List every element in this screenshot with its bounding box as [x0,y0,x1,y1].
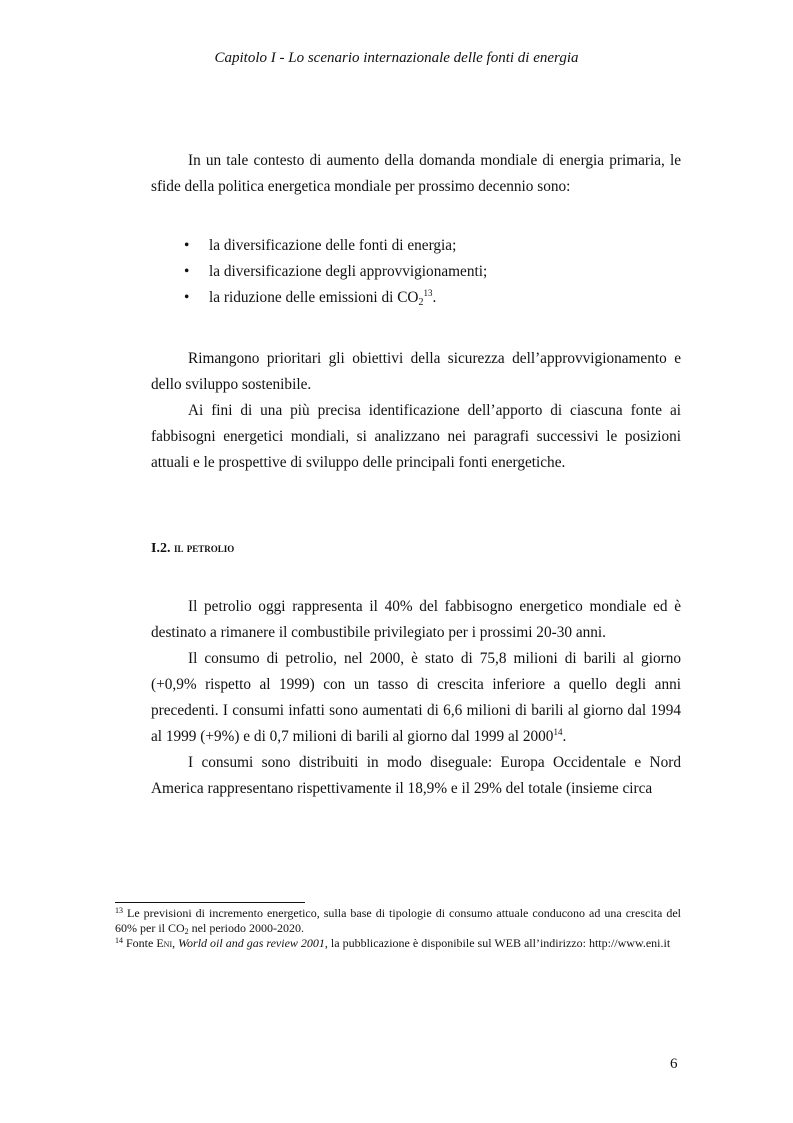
list-item [151,259,681,285]
paragraph: Il petrolio oggi rappresenta il 40% del fabbisogno energetico mondiale ed è destinato a rimanere il combustibile privilegiato per i prossimi 20-30 anni. [151,598,681,641]
list-item-text: la diversificazione degli approvvigionamenti; [209,263,488,280]
intro-paragraph: In un tale contesto di aumento della domanda mondiale di energia primaria, le sfide della politica energetica mondiale per prossimo decennio sono: [151,152,681,195]
bullet-icon: • [184,237,190,254]
intro-block [151,148,681,200]
list-item: • la riduzione delle emissioni di $CO_2^{13}$. [151,285,681,311]
section-heading [151,540,234,557]
section-title: il petrolio [173,540,235,555]
list-item [151,233,681,259]
section-number: I.2. [151,541,171,556]
footnotes [115,906,681,951]
bullet-icon: • [184,263,190,280]
challenge-list [151,233,681,311]
subscript: 2 [418,297,424,308]
footnote-ref-13[interactable]: 13 [423,288,433,298]
list-item-text: la diversificazione delle fonti di energia; [209,237,457,254]
page-number: 6 [670,1056,678,1072]
paragraph: I consumi sono distribuiti in modo diseguale: Europa Occidentale e Nord America rappresentano rispettivamente il 18,9% e il 29% del totale (insieme circa [151,754,681,797]
priorities-block [151,346,681,476]
petrolio-block [151,594,681,802]
list-item-text: la riduzione delle emissioni di CO [209,289,419,306]
footnote-ref-14[interactable]: 14 [553,727,563,737]
paragraph: Il consumo di petrolio, nel 2000, è stato di 75,8 milioni di barili al giorno (+0,9% rispetto al 1999) con un tasso di crescita inferiore a quello degli anni precedenti. I consumi infatti sono aumentati di 6,6 milioni di barili al giorno dal 1994 al 1999 (+9%) e di 0,7 milioni di barili al giorno dal 1999 al 2000$^{14}$. [151,650,681,745]
footnote-13: $^{13}$ Le previsioni di incremento energetico, sulla base di tipologie di consumo attuale conducono ad una crescita del 60% per il $CO_2$ nel periodo 2000-2020. [115,906,681,936]
footnote-divider [115,902,305,903]
paragraph: Ai fini di una più precisa identificazione dell’apporto di ciascuna fonte ai fabbisogni energetici mondiali, si analizzano nei paragrafi successivi le posizioni attuali e le prospettive di sviluppo delle principali fonti energetiche. [151,402,681,471]
footnote-14: $^{14}$ Fonte Eni, World oil and gas review 2001, la pubblicazione è disponibile sul WEB all’indirizzo: http://www.eni.it [115,936,671,950]
bullet-icon: • [184,289,190,306]
paragraph: Rimangono prioritari gli obiettivi della sicurezza dell’approvvigionamento e dello sviluppo sostenibile. [151,350,681,393]
page-header: Capitolo I - Lo scenario internazionale delle fonti di energia [214,50,579,66]
